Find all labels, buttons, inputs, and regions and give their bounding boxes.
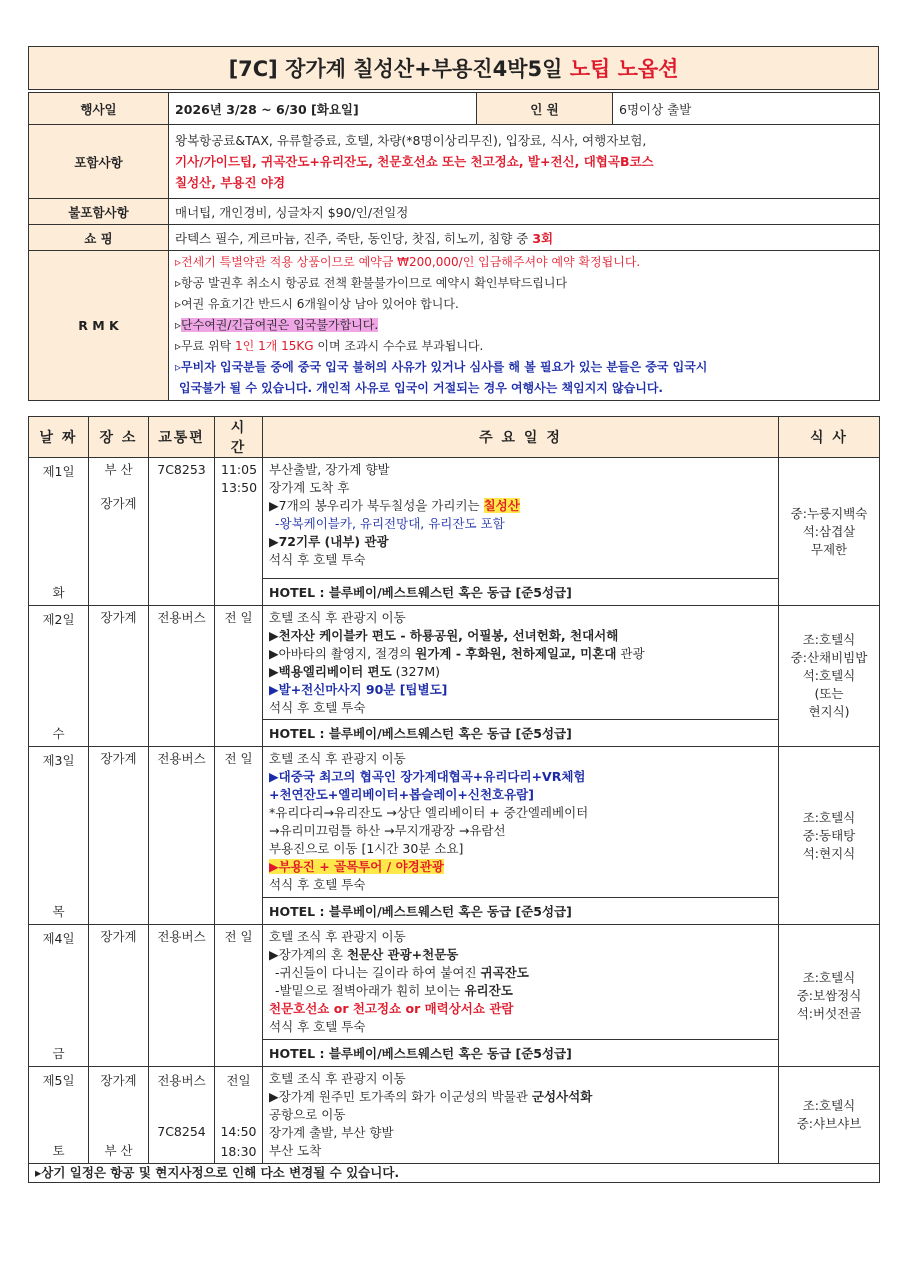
day-3-hotel: HOTEL : 블루베이/베스트웨스턴 혹은 동급 [준5성급] bbox=[263, 898, 779, 925]
day-3-transport: 전용버스 bbox=[149, 747, 215, 925]
day-4-place: 장가계 bbox=[89, 925, 149, 1067]
rmk-line-5-red: 1인 1개 15KG bbox=[235, 339, 314, 353]
day-3-line-5: →유리미끄럼틀 하산 →무지개광장 →유람선 bbox=[269, 823, 506, 838]
rmk-line-3: ▹여권 유효기간 반드시 6개월이상 남아 있어야 합니다. bbox=[175, 297, 459, 311]
day-1-meal-3: 무제한 bbox=[810, 541, 848, 557]
schedule-table bbox=[28, 416, 880, 1183]
day-3-line-1: 호텔 조식 후 관광지 이동 bbox=[269, 751, 406, 766]
day-2-row bbox=[29, 606, 880, 720]
day-3-itinerary bbox=[263, 747, 779, 898]
day-1-line-5: ▶72기루 (내부) 관광 bbox=[269, 534, 389, 549]
people-label: 인 원 bbox=[477, 93, 613, 125]
day-1-line-3-highlight: 칠성산 bbox=[483, 498, 520, 513]
day-1-time-1: 11:05 bbox=[221, 462, 258, 477]
day-2-line-2: ▶천자산 케이블카 편도 - 하룡공원, 어필봉, 선녀헌화, 천대서해 bbox=[269, 628, 619, 643]
rmk-label: R M K bbox=[29, 251, 169, 401]
day-4-date bbox=[29, 925, 89, 1067]
day-1-row bbox=[29, 458, 880, 579]
day-2-line-4-a: ▶백용엘리베이터 편도 bbox=[269, 664, 392, 679]
day-4-number: 제4일 bbox=[42, 931, 75, 946]
day-5-meal bbox=[779, 1067, 880, 1164]
day-4-meal bbox=[779, 925, 880, 1067]
rmk-value bbox=[169, 251, 880, 401]
day-4-line-3 bbox=[269, 964, 772, 982]
day-5-line-1: 호텔 조식 후 관광지 이동 bbox=[269, 1071, 406, 1086]
day-3-weekday: 목 bbox=[52, 904, 65, 919]
day-5-line-2-a: ▶장가계 원주민 토가족의 화가 이군성의 박물관 bbox=[269, 1089, 532, 1104]
day-1-meal-1: 중:누룽지백숙 bbox=[790, 505, 868, 521]
day-1-place bbox=[89, 458, 149, 606]
day-2-place: 장가계 bbox=[89, 606, 149, 747]
day-5-line-3: 공항으로 이동 bbox=[269, 1107, 346, 1122]
day-5-place-2: 부 산 bbox=[104, 1143, 133, 1158]
rmk-line-5 bbox=[175, 336, 873, 357]
day-1-line-3-text: ▶7개의 봉우리가 북두칠성을 가리키는 bbox=[269, 498, 484, 513]
day-4-line-5: 천문호선쇼 or 천고정쇼 or 매력상서쇼 관람 bbox=[269, 1001, 514, 1016]
day-2-meal-4: (또는 bbox=[814, 686, 844, 701]
day-3-line-7-highlight: ▶부용진 + 골목투어 / 야경관광 bbox=[269, 859, 444, 874]
day-5-line-2 bbox=[269, 1088, 772, 1106]
day-1-line-3 bbox=[269, 497, 772, 515]
rmk-line-4-bullet: ▹ bbox=[175, 318, 182, 332]
day-4-meal-3: 석:버섯전골 bbox=[796, 1005, 862, 1021]
day-4-line-3-a: -귀신들이 다니는 길이라 하여 붙여진 bbox=[275, 965, 481, 980]
day-4-itinerary bbox=[263, 925, 779, 1040]
day-5-place bbox=[89, 1067, 149, 1164]
day-5-line-2-b: 군성사석화 bbox=[531, 1089, 593, 1104]
day-2-meal-1: 조:호텔식 bbox=[802, 632, 856, 647]
day-1-number: 제1일 bbox=[42, 464, 75, 479]
day-4-hotel: HOTEL : 블루베이/베스트웨스턴 혹은 동급 [준5성급] bbox=[263, 1040, 779, 1067]
day-4-line-2 bbox=[269, 946, 772, 964]
day-5-transport-1: 전용버스 bbox=[157, 1073, 206, 1088]
day-2-number: 제2일 bbox=[42, 612, 75, 627]
day-3-time: 전 일 bbox=[215, 747, 263, 925]
included-value bbox=[169, 125, 880, 199]
rmk-line-5-pre: ▹무료 위탁 bbox=[175, 339, 236, 353]
schedule-header-row bbox=[29, 417, 880, 458]
title-code: [7C] bbox=[228, 57, 278, 81]
title-highlight: 노팁 노옵션 bbox=[569, 57, 679, 81]
day-4-line-6: 석식 후 호텔 투숙 bbox=[269, 1019, 366, 1034]
included-label: 포함사항 bbox=[29, 125, 169, 199]
header-transport: 교통편 bbox=[149, 417, 215, 458]
day-2-time: 전 일 bbox=[215, 606, 263, 747]
people-value: 6명이상 출발 bbox=[613, 93, 880, 125]
title-main: 장가계 칠성산+부용진4박5일 bbox=[277, 57, 570, 81]
day-4-line-4-b: 유리잔도 bbox=[464, 983, 513, 998]
day-3-line-8: 석식 후 호텔 투숙 bbox=[269, 877, 366, 892]
day-1-date bbox=[29, 458, 89, 606]
period-label: 행사일 bbox=[29, 93, 169, 125]
title-table bbox=[28, 46, 879, 90]
day-5-date bbox=[29, 1067, 89, 1164]
day-5-time-3: 18:30 bbox=[220, 1144, 257, 1159]
footer-note: ▸상기 일정은 항공 및 현지사정으로 인해 다소 변경될 수 있습니다. bbox=[29, 1164, 880, 1183]
day-2-date bbox=[29, 606, 89, 747]
rmk-line-2: ▹항공 발권후 취소시 항공료 전책 환불불가이므로 예약시 확인부탁드립니다 bbox=[175, 276, 568, 290]
day-3-line-3: +천연잔도+엘리베이터+봅슬레이+신천호유람] bbox=[269, 787, 534, 802]
day-5-line-4: 장가계 출발, 부산 향발 bbox=[269, 1125, 394, 1140]
rmk-line-1: ▹전세기 특별약관 적용 상품이므로 예약금 ₩200,000/인 입금해주셔야 예약 확정됩니다. bbox=[175, 255, 641, 269]
excluded-value: 매너팁, 개인경비, 싱글차지 $90/인/전일정 bbox=[169, 199, 880, 225]
day-5-transport bbox=[149, 1067, 215, 1164]
day-4-meal-1: 조:호텔식 bbox=[802, 969, 856, 985]
shopping-text: 라텍스 필수, 게르마늄, 진주, 죽탄, 동인당, 찻집, 히노끼, 침향 중 bbox=[175, 230, 533, 246]
header-date: 날 짜 bbox=[29, 417, 89, 458]
day-2-meal bbox=[779, 606, 880, 747]
day-2-meal-3: 석:호텔식 bbox=[802, 668, 856, 683]
rmk-line-6b: 입국불가 될 수 있습니다. 개인적 사유로 입국이 거절되는 경우 여행사는 책임지지 않습니다. bbox=[179, 381, 663, 395]
day-4-line-3-b: 귀곡잔도 bbox=[480, 965, 529, 980]
day-3-row bbox=[29, 747, 880, 898]
day-2-line-5: ▶발+전신마사지 90분 [팁별도] bbox=[269, 682, 448, 697]
excluded-label: 불포함사항 bbox=[29, 199, 169, 225]
day-4-row bbox=[29, 925, 880, 1040]
day-1-weekday: 화 bbox=[52, 585, 65, 600]
day-5-time-1: 전일 bbox=[226, 1073, 251, 1088]
day-5-number: 제5일 bbox=[42, 1073, 75, 1088]
day-2-transport: 전용버스 bbox=[149, 606, 215, 747]
day-3-date bbox=[29, 747, 89, 925]
day-4-line-4-a: -발밑으로 절벽아래가 훤히 보이는 bbox=[275, 983, 465, 998]
day-3-meal bbox=[779, 747, 880, 925]
day-5-meal-1: 조:호텔식 bbox=[802, 1098, 856, 1113]
day-2-meal-5: 현지식) bbox=[808, 704, 850, 719]
day-2-weekday: 수 bbox=[52, 726, 65, 741]
header-itinerary: 주 요 일 정 bbox=[263, 417, 779, 458]
included-line-2: 기사/가이드팁, 귀곡잔도+유리잔도, 천문호선쇼 또는 천고정쇼, 발+전신, 대협곡B코스 bbox=[175, 154, 654, 169]
day-2-line-3-a: ▶아바타의 촬영지, 절경의 bbox=[269, 646, 416, 661]
day-5-weekday: 토 bbox=[52, 1143, 65, 1158]
day-1-line-1: 부산출발, 장가계 향발 bbox=[269, 462, 390, 477]
day-1-line-2: 장가계 도착 후 bbox=[269, 480, 350, 495]
shopping-label: 쇼 핑 bbox=[29, 225, 169, 251]
included-line-3: 칠성산, 부용진 야경 bbox=[175, 175, 286, 190]
rmk-line-6a: ▹무비자 입국분들 중에 중국 입국 불허의 사유가 있거나 심사를 해 볼 필요가 있는 분들은 중국 입국시 bbox=[175, 360, 708, 374]
day-1-itinerary bbox=[263, 458, 779, 579]
day-3-meal-2: 중:동태탕 bbox=[802, 827, 856, 843]
rmk-line-5-post: 이며 조과시 수수료 부과됩니다. bbox=[313, 339, 484, 353]
day-1-time-2: 13:50 bbox=[221, 480, 258, 495]
day-3-line-6: 부용진으로 이동 [1시간 30분 소요] bbox=[269, 841, 464, 856]
day-2-itinerary bbox=[263, 606, 779, 720]
day-1-meal-2: 석:삼겹살 bbox=[802, 523, 856, 539]
shopping-count: 3회 bbox=[532, 230, 554, 246]
day-4-transport: 전용버스 bbox=[149, 925, 215, 1067]
day-5-row bbox=[29, 1067, 880, 1164]
day-2-hotel: HOTEL : 블루베이/베스트웨스턴 혹은 동급 [준5성급] bbox=[263, 720, 779, 747]
day-3-line-4: *유리다리→유리잔도 →상단 엘리베이터 + 중간엘레베이터 bbox=[269, 805, 589, 820]
day-5-meal-2: 중:샤브샤브 bbox=[796, 1116, 862, 1131]
day-3-meal-3: 석:현지식 bbox=[802, 845, 856, 861]
day-2-line-3 bbox=[269, 645, 772, 663]
day-3-line-2: ▶대중국 최고의 협곡인 장가계대협곡+유리다리+VR체험 bbox=[269, 769, 586, 784]
day-1-line-4: -왕복케이블카, 유리전망대, 유리잔도 포함 bbox=[275, 516, 505, 531]
day-4-weekday: 금 bbox=[52, 1046, 65, 1061]
day-2-line-4 bbox=[269, 663, 772, 681]
day-1-hotel: HOTEL : 블루베이/베스트웨스턴 혹은 동급 [준5성급] bbox=[263, 579, 779, 606]
header-meal: 식 사 bbox=[779, 417, 880, 458]
shopping-value bbox=[169, 225, 880, 251]
day-3-line-7 bbox=[269, 858, 772, 876]
day-1-place-2: 장가계 bbox=[100, 496, 137, 511]
day-2-line-6: 석식 후 호텔 투숙 bbox=[269, 700, 366, 715]
day-5-itinerary bbox=[263, 1067, 779, 1164]
day-4-meal-2: 중:보쌈정식 bbox=[796, 987, 862, 1003]
day-4-line-2-a: ▶장가계의 혼 bbox=[269, 947, 347, 962]
day-1-meal bbox=[779, 458, 880, 606]
day-5-transport-2: 7C8254 bbox=[157, 1124, 206, 1139]
day-3-meal-1: 조:호텔식 bbox=[802, 809, 856, 825]
day-5-time-2: 14:50 bbox=[220, 1124, 257, 1139]
day-4-line-2-b: 천문산 관광+천문동 bbox=[346, 947, 459, 962]
day-2-line-3-b: 원가계 - 후화원, 천하제일교, 미혼대 bbox=[415, 646, 617, 661]
day-1-place-1: 부 산 bbox=[104, 462, 133, 477]
day-4-time: 전 일 bbox=[215, 925, 263, 1067]
day-1-line-6: 석식 후 호텔 투숙 bbox=[269, 552, 366, 567]
page-title bbox=[29, 47, 879, 90]
day-4-line-1: 호텔 조식 후 관광지 이동 bbox=[269, 929, 406, 944]
day-1-transport: 7C8253 bbox=[149, 458, 215, 606]
header-time: 시 간 bbox=[215, 417, 263, 458]
day-2-line-1: 호텔 조식 후 관광지 이동 bbox=[269, 610, 406, 625]
info-table bbox=[28, 92, 880, 401]
day-2-line-4-b: (327M) bbox=[391, 664, 441, 679]
included-line-1: 왕복항공료&TAX, 유류할증료, 호텔, 차량(*8명이상리무진), 입장료, 식사, 여행자보험, bbox=[175, 133, 647, 148]
day-3-number: 제3일 bbox=[42, 753, 75, 768]
header-place: 장 소 bbox=[89, 417, 149, 458]
day-4-line-4 bbox=[269, 982, 772, 1000]
period-value: 2026년 3/28 ~ 6/30 [화요일] bbox=[169, 93, 477, 125]
day-3-place: 장가계 bbox=[89, 747, 149, 925]
day-5-line-5: 부산 도착 bbox=[269, 1143, 322, 1158]
day-2-line-3-c: 관광 bbox=[616, 646, 645, 661]
day-1-time bbox=[215, 458, 263, 606]
day-5-place-1: 장가계 bbox=[100, 1073, 137, 1088]
day-2-meal-2: 중:산채비빔밥 bbox=[790, 650, 868, 665]
footer-row bbox=[29, 1164, 880, 1183]
rmk-line-4 bbox=[175, 315, 873, 336]
day-5-time bbox=[215, 1067, 263, 1164]
rmk-line-4-text: 단수여권/긴급여권은 입국불가합니다. bbox=[181, 318, 379, 332]
